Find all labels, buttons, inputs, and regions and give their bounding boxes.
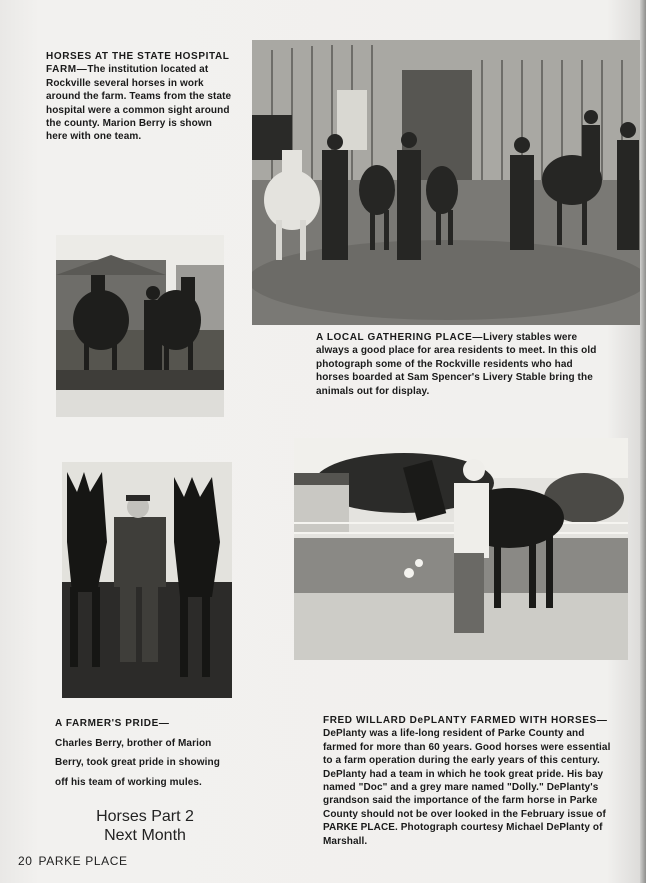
teaser-line-2: Next Month: [104, 827, 186, 844]
caption-heading: A FARMER'S PRIDE—: [55, 718, 170, 729]
photo-deplanty-horses: [294, 438, 628, 660]
page-edge-shadow: [640, 0, 646, 883]
page-number: 20: [18, 854, 33, 868]
caption-state-hospital: [46, 50, 236, 144]
page-folio: [18, 854, 128, 868]
caption-deplanty: [323, 714, 613, 848]
caption-heading: FRED WILLARD DePLANTY FARMED WITH HORSES—: [323, 715, 608, 726]
publication-name: PARKE PLACE: [38, 854, 128, 868]
caption-gathering-place: [316, 331, 608, 398]
caption-body: Charles Berry, brother of Marion Berry, took great pride in showing off his team of working mules.: [55, 737, 220, 788]
caption-farmers-pride: [55, 714, 227, 792]
caption-body: DePlanty was a life-long resident of Parke County and farmed for more than 60 years. Good horses were essential to a farm operation during the early years of this century. DePlanty had a team in which he took great pride. His bay named "Doc" and a grey mare named "Dolly." DePlanty's grandson said the importance of the farm horse in Parke County should not be over looked in the February issue of PARKE PLACE. Photograph courtesy Michael DePlanty of Marshall.: [323, 728, 611, 847]
caption-body: The institution located at Rockville several horses in work around the farm. Teams from the state hospital were a common sight around the county. Marion Berry is shown here with one team.: [46, 64, 232, 143]
caption-body: Livery stables were always a good place for area residents to meet. In this old photograph some of the Rockville residents who had horses boarded at Sam Spencer's Livery Stable bring the animals out for display.: [316, 332, 597, 397]
caption-heading: HORSES AT THE STATE HOSPITAL FARM—: [46, 51, 230, 76]
photo-charles-berry-mules: [62, 462, 232, 698]
next-month-teaser: [80, 807, 210, 845]
photo-marion-berry-team: [56, 235, 224, 417]
teaser-line-1: Horses Part 2: [96, 808, 194, 825]
photo-livery-stable: [252, 40, 644, 325]
caption-heading: A LOCAL GATHERING PLACE—: [316, 332, 483, 343]
